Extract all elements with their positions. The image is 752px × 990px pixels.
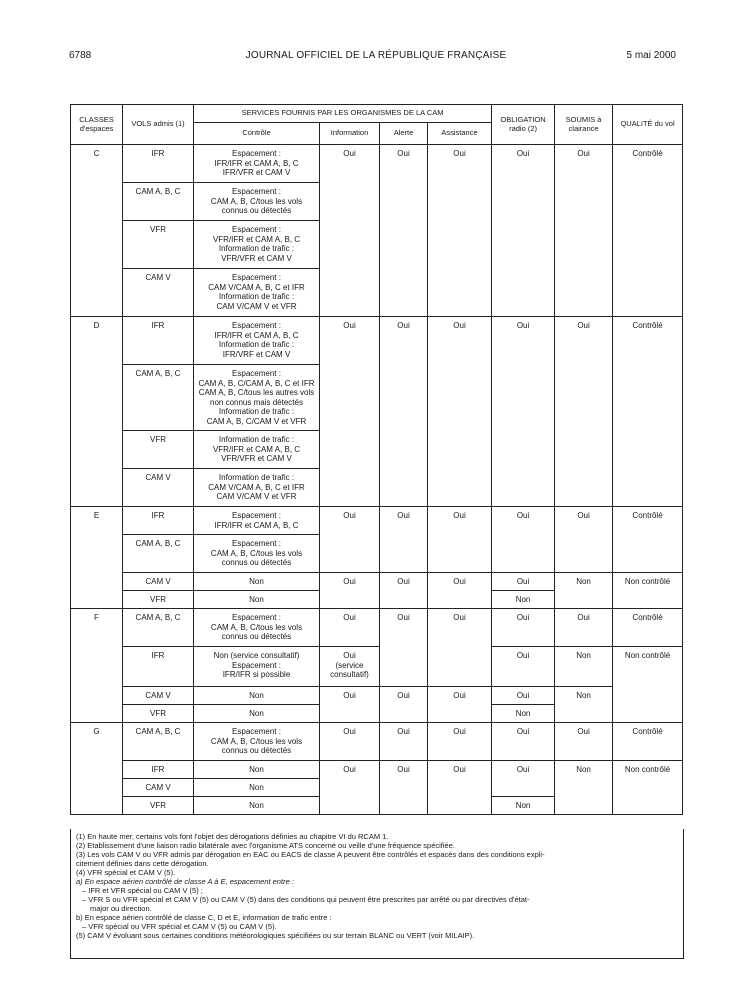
vol-cell: CAM A, B, C bbox=[123, 723, 194, 761]
cell-line: VFR/IFR et CAM A, B, C bbox=[212, 234, 301, 244]
cell-line: CAM A, B, C/tous les autres vols bbox=[198, 388, 315, 397]
cell-line: Espacement : bbox=[232, 369, 281, 378]
assistance-cell: Oui bbox=[428, 609, 492, 687]
controle-cell bbox=[194, 145, 320, 183]
controle-cell bbox=[194, 723, 320, 761]
cell-line: (service bbox=[335, 660, 364, 670]
information-cell: Oui bbox=[320, 317, 380, 507]
soumis-cell: Oui bbox=[555, 145, 613, 317]
obligation-cell: Oui bbox=[492, 687, 555, 705]
header-information: Information bbox=[320, 123, 380, 145]
cell-line: IFR/VRF et CAM V bbox=[222, 349, 291, 359]
vol-cell: IFR bbox=[123, 507, 194, 535]
cell-line: CAM A, B, C/CAM A, B, C et IFR bbox=[198, 378, 315, 388]
table-row bbox=[71, 687, 683, 705]
header-assistance: Assistance bbox=[428, 123, 492, 145]
alerte-cell: Oui bbox=[380, 317, 428, 507]
cell-line: IFR/IFR et CAM A, B, C bbox=[214, 158, 299, 168]
qualite-cell: Contrôlé bbox=[613, 145, 683, 317]
cell-line: Information de trafic : bbox=[218, 407, 295, 416]
controle-cell: Non bbox=[194, 591, 320, 609]
cell-line: Espacement : bbox=[232, 511, 281, 520]
alerte-cell: Oui bbox=[380, 145, 428, 317]
publication-date: 5 mai 2000 bbox=[626, 50, 676, 61]
information-cell: Oui bbox=[320, 687, 380, 723]
class-cell: G bbox=[71, 723, 123, 815]
alerte-cell: Oui bbox=[380, 761, 428, 815]
vol-cell: VFR bbox=[123, 797, 194, 815]
soumis-cell: Non bbox=[555, 687, 613, 723]
assistance-cell: Oui bbox=[428, 317, 492, 507]
controle-cell bbox=[194, 507, 320, 535]
cell-line: CAM A, B, C/tous les vols bbox=[210, 622, 303, 632]
cell-line: connus ou détectés bbox=[221, 632, 292, 641]
cell-line: Information de trafic : bbox=[218, 435, 295, 444]
obligation-cell: Non bbox=[492, 705, 555, 723]
vol-cell: VFR bbox=[123, 221, 194, 269]
cell-line: CAM A, B, C/CAM V et VFR bbox=[206, 416, 307, 426]
class-cell: F bbox=[71, 609, 123, 723]
assistance-cell: Oui bbox=[428, 723, 492, 761]
header-services: SERVICES FOURNIS PAR LES ORGANISMES DE LA CAM bbox=[194, 105, 492, 123]
cell-line: Oui bbox=[343, 651, 356, 660]
vol-cell: CAM A, B, C bbox=[123, 183, 194, 221]
soumis-cell: Oui bbox=[555, 317, 613, 507]
cell-line: non connus mais détectés bbox=[210, 397, 303, 407]
cell-line: Information de trafic : bbox=[218, 473, 295, 482]
information-cell: Oui bbox=[320, 507, 380, 573]
information-cell bbox=[320, 647, 380, 687]
header-vols: VOLS admis (1) bbox=[123, 105, 194, 145]
footnote: – VFR S ou VFR spécial et CAM V (5) ou CAM V (5) dans des conditions qui peuvent être prescrites par arrêté ou par directives d'état- bbox=[82, 895, 530, 904]
cell-line: Information de trafic : bbox=[218, 340, 295, 349]
footnote: – VFR spécial ou VFR spécial et CAM V (5) ou CAM V (5). bbox=[82, 922, 277, 931]
page-number: 6788 bbox=[69, 50, 92, 61]
vol-cell: CAM V bbox=[123, 469, 194, 507]
footnote: major ou direction. bbox=[90, 904, 152, 913]
vol-cell: VFR bbox=[123, 705, 194, 723]
assistance-cell: Oui bbox=[428, 573, 492, 609]
table-row bbox=[71, 761, 683, 779]
footnotes bbox=[70, 829, 684, 959]
assistance-cell: Oui bbox=[428, 687, 492, 723]
header-controle: Contrôle bbox=[194, 123, 320, 145]
header-soumis: SOUMIS à clairance bbox=[555, 105, 613, 145]
information-cell: Oui bbox=[320, 761, 380, 815]
footnote: (4) VFR spécial et CAM V (5). bbox=[76, 868, 176, 877]
controle-cell: Non bbox=[194, 779, 320, 797]
obligation-cell: Non bbox=[492, 591, 555, 609]
controle-cell: Non bbox=[194, 573, 320, 591]
cell-line: CAM V/CAM V et VFR bbox=[216, 301, 297, 311]
cell-line: CAM V/CAM V et VFR bbox=[216, 492, 297, 501]
alerte-cell: Oui bbox=[380, 609, 428, 687]
obligation-cell: Oui bbox=[492, 609, 555, 647]
cell-line: Espacement : bbox=[232, 539, 281, 548]
alerte-cell: Oui bbox=[380, 573, 428, 609]
cell-line: Espacement : bbox=[232, 727, 281, 736]
table-row bbox=[71, 609, 683, 647]
vol-cell: VFR bbox=[123, 431, 194, 469]
class-cell: D bbox=[71, 317, 123, 507]
soumis-cell: Non bbox=[555, 647, 613, 687]
soumis-cell: Oui bbox=[555, 723, 613, 761]
controle-cell: Non bbox=[194, 761, 320, 779]
soumis-cell: Oui bbox=[555, 507, 613, 573]
controle-cell bbox=[194, 183, 320, 221]
qualite-cell: Non contrôlé bbox=[613, 573, 683, 609]
controle-cell bbox=[194, 317, 320, 365]
cell-line: Espacement : bbox=[232, 660, 281, 670]
vol-cell: VFR bbox=[123, 591, 194, 609]
header-qualite: QUALITÉ du vol bbox=[613, 105, 683, 145]
table-row bbox=[71, 507, 683, 535]
alerte-cell: Oui bbox=[380, 507, 428, 573]
vol-cell: IFR bbox=[123, 317, 194, 365]
controle-cell bbox=[194, 431, 320, 469]
cell-line: connus ou détectés bbox=[221, 746, 292, 755]
cell-line: consultatif) bbox=[330, 670, 369, 679]
cell-line: Non (service consultatif) bbox=[213, 651, 300, 660]
information-cell: Oui bbox=[320, 573, 380, 609]
soumis-cell: Non bbox=[555, 761, 613, 815]
vol-cell: CAM A, B, C bbox=[123, 609, 194, 647]
table-row bbox=[71, 573, 683, 591]
controle-cell bbox=[194, 469, 320, 507]
cell-line: VFR/IFR et CAM A, B, C bbox=[212, 444, 301, 454]
vol-cell: CAM V bbox=[123, 687, 194, 705]
cell-line: CAM A, B, C/tous les vols bbox=[210, 548, 303, 558]
assistance-cell: Oui bbox=[428, 145, 492, 317]
header-classes: CLASSES d'espaces bbox=[71, 105, 123, 145]
alerte-cell: Oui bbox=[380, 687, 428, 723]
class-cell: C bbox=[71, 145, 123, 317]
obligation-cell: Oui bbox=[492, 317, 555, 507]
footnote: (1) En haute mer, certains vols font l'objet des dérogations définies au chapitre VI du RCAM 1. bbox=[76, 832, 389, 841]
obligation-cell: Oui bbox=[492, 507, 555, 573]
cell-line: Espacement : bbox=[232, 187, 281, 196]
assistance-cell: Oui bbox=[428, 761, 492, 815]
footnote: (5) CAM V évoluant sous certaines conditions météorologiques spécifiées ou sur terrain BLANC ou VERT (voir MILAIP). bbox=[76, 931, 475, 940]
qualite-cell: Contrôlé bbox=[613, 507, 683, 573]
footnote: b) En espace aérien contrôlé de classe C, D et E, information de trafic entre : bbox=[76, 913, 332, 922]
cell-line: VFR/VFR et CAM V bbox=[221, 454, 292, 463]
controle-cell bbox=[194, 647, 320, 687]
obligation-cell: Oui bbox=[492, 573, 555, 591]
controle-cell bbox=[194, 221, 320, 269]
controle-cell: Non bbox=[194, 687, 320, 705]
information-cell: Oui bbox=[320, 609, 380, 647]
vol-cell: CAM V bbox=[123, 779, 194, 797]
table-row bbox=[71, 647, 683, 687]
obligation-cell: Oui bbox=[492, 647, 555, 687]
cell-line: IFR/IFR et CAM A, B, C bbox=[214, 330, 299, 340]
controle-cell bbox=[194, 609, 320, 647]
obligation-cell: Oui bbox=[492, 723, 555, 761]
vol-cell: IFR bbox=[123, 145, 194, 183]
footnote: (2) Etablissement d'une liaison radio bilatérale avec l'organisme ATS concerné ou veille d'une fréquence spécifiée. bbox=[76, 841, 455, 850]
cell-line: IFR/VFR et CAM V bbox=[222, 168, 291, 177]
cell-line: Espacement : bbox=[232, 321, 281, 330]
class-cell: E bbox=[71, 507, 123, 609]
footnote: a) En espace aérien contrôlé de classe A à E, espacement entre : bbox=[76, 877, 294, 886]
cell-line: Espacement : bbox=[232, 149, 281, 158]
alerte-cell: Oui bbox=[380, 723, 428, 761]
controle-cell: Non bbox=[194, 797, 320, 815]
obligation-cell: Non bbox=[492, 797, 555, 815]
qualite-cell: Contrôlé bbox=[613, 317, 683, 507]
footnote: citement définies dans cette dérogation. bbox=[76, 859, 209, 868]
cell-line: Espacement : bbox=[232, 273, 281, 282]
cell-line: IFR/IFR si possible bbox=[222, 670, 291, 679]
cell-line: connus ou détectés bbox=[221, 206, 292, 215]
qualite-cell: Contrôlé bbox=[613, 609, 683, 647]
controle-cell: Non bbox=[194, 705, 320, 723]
cell-line: Espacement : bbox=[232, 225, 281, 234]
qualite-cell: Non contrôlé bbox=[613, 647, 683, 723]
vol-cell: IFR bbox=[123, 761, 194, 779]
soumis-cell: Non bbox=[555, 573, 613, 609]
header-alerte: Alerte bbox=[380, 123, 428, 145]
vol-cell: CAM V bbox=[123, 573, 194, 591]
qualite-cell: Non contrôlé bbox=[613, 761, 683, 815]
cell-line: Information de trafic : bbox=[218, 244, 295, 253]
airspace-classes-table bbox=[70, 104, 683, 815]
vol-cell: IFR bbox=[123, 647, 194, 687]
header-obligation: OBLIGATION radio (2) bbox=[492, 105, 555, 145]
footnote: – IFR et VFR spécial ou CAM V (5) ; bbox=[82, 886, 203, 895]
controle-cell bbox=[194, 365, 320, 431]
footnote: (3) Les vols CAM V ou VFR admis par dérogation en EAC ou EACS de classe A peuvent être contrôlés et espacés dans des conditions expli- bbox=[76, 850, 545, 859]
vol-cell: CAM V bbox=[123, 269, 194, 317]
obligation-cell: Oui bbox=[492, 145, 555, 317]
cell-line: IFR/IFR et CAM A, B, C bbox=[214, 520, 299, 530]
journal-title: JOURNAL OFFICIEL DE LA RÉPUBLIQUE FRANÇAISE bbox=[245, 50, 507, 61]
qualite-cell: Contrôlé bbox=[613, 723, 683, 761]
cell-line: VFR/VFR et CAM V bbox=[221, 253, 292, 263]
assistance-cell: Oui bbox=[428, 507, 492, 573]
vol-cell: CAM A, B, C bbox=[123, 365, 194, 431]
table-row bbox=[71, 145, 683, 183]
controle-cell bbox=[194, 269, 320, 317]
cell-line: CAM V/CAM A, B, C et IFR bbox=[208, 282, 305, 292]
cell-line: Espacement : bbox=[232, 613, 281, 622]
information-cell: Oui bbox=[320, 723, 380, 761]
cell-line: Information de trafic : bbox=[218, 292, 295, 301]
cell-line: CAM A, B, C/tous les vols bbox=[210, 736, 303, 746]
cell-line: connus ou détectés bbox=[221, 558, 292, 567]
controle-cell bbox=[194, 535, 320, 573]
cell-line: CAM A, B, C/tous les vols bbox=[210, 196, 303, 206]
obligation-cell: Oui bbox=[492, 761, 555, 797]
information-cell: Oui bbox=[320, 145, 380, 317]
soumis-cell: Oui bbox=[555, 609, 613, 647]
vol-cell: CAM A, B, C bbox=[123, 535, 194, 573]
table-row bbox=[71, 723, 683, 761]
table-row bbox=[71, 317, 683, 365]
cell-line: CAM V/CAM A, B, C et IFR bbox=[208, 482, 305, 492]
